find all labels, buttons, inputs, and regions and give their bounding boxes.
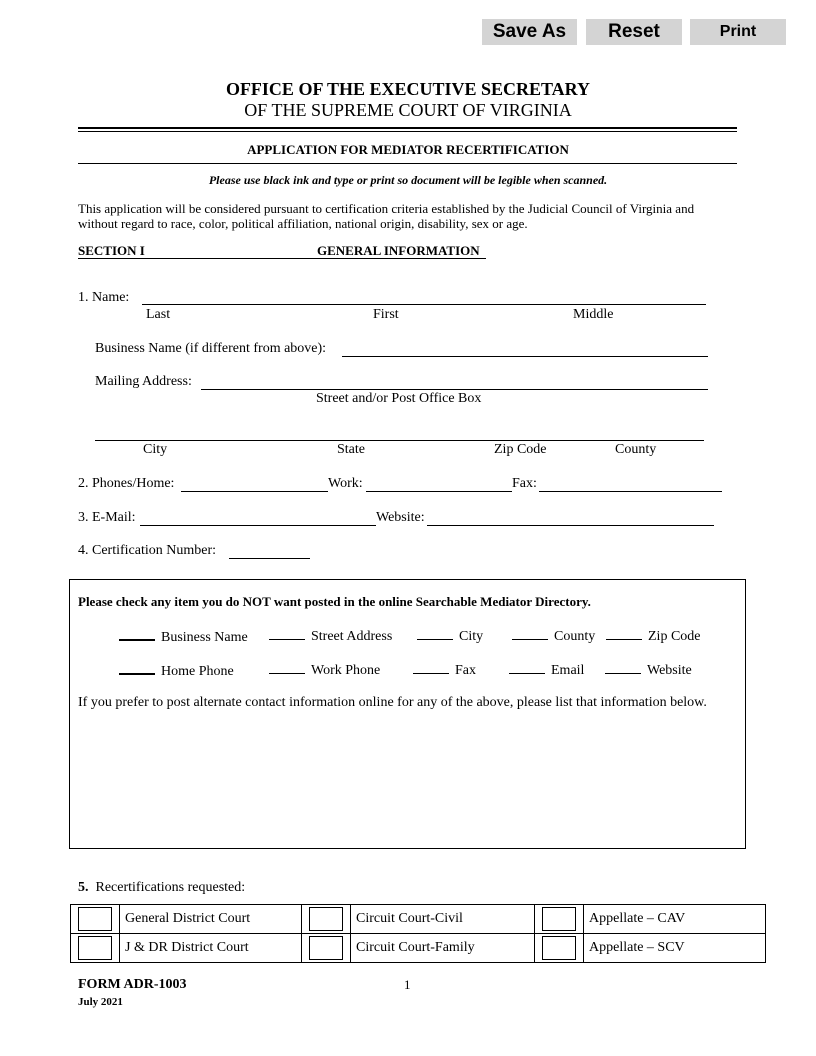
street-caption: Street and/or Post Office Box xyxy=(316,391,482,406)
opt-out-business-name[interactable]: Business Name xyxy=(119,627,248,646)
zip-caption: Zip Code xyxy=(494,442,547,457)
opt-out-website[interactable]: Website xyxy=(605,661,692,679)
circuit-family-label: Circuit Court-Family xyxy=(351,934,535,963)
website-input[interactable] xyxy=(427,525,714,526)
double-rule-bottom xyxy=(78,131,737,132)
section-heading xyxy=(78,243,486,259)
circuit-civil-checkbox[interactable] xyxy=(309,907,343,931)
name-middle-caption: Middle xyxy=(573,307,614,322)
alternate-contact-input[interactable] xyxy=(78,715,738,835)
fax-label: Fax: xyxy=(512,476,537,491)
form-title: APPLICATION FOR MEDIATOR RECERTIFICATION xyxy=(247,142,569,157)
appellate-scv-checkbox[interactable] xyxy=(542,936,576,960)
ink-instruction: Please use black ink and type or print so document will be legible when scanned. xyxy=(208,173,608,187)
court-title: OF THE SUPREME COURT OF VIRGINIA xyxy=(244,100,572,120)
website-label: Website: xyxy=(376,510,425,525)
opt-out-city[interactable]: City xyxy=(417,627,483,645)
form-number: FORM ADR-1003 xyxy=(78,977,187,992)
print-button[interactable]: Print xyxy=(690,19,786,45)
opt-out-street-address[interactable]: Street Address xyxy=(269,627,392,645)
directory-heading: Please check any item you do NOT want posted in the online Searchable Mediator Directory. xyxy=(78,594,591,609)
opt-out-fax[interactable]: Fax xyxy=(413,661,476,679)
appellate-scv-label: Appellate – SCV xyxy=(584,934,766,963)
general-district-label: General District Court xyxy=(120,905,302,934)
page-number: 1 xyxy=(404,977,411,992)
business-name-label: Business Name (if different from above): xyxy=(95,341,327,356)
opt-out-zip-code[interactable]: Zip Code xyxy=(606,627,701,645)
appellate-cav-checkbox[interactable] xyxy=(542,907,576,931)
alternate-contact-instruction: If you prefer to post alternate contact information online for any of the above, please list that information below. xyxy=(78,695,707,710)
intro-line-1: This application will be considered pursuant to certification criteria established by the Judicial Council of Virginia and xyxy=(78,201,695,216)
opt-out-email[interactable]: Email xyxy=(509,661,584,679)
section-title: GENERAL INFORMATION xyxy=(317,243,480,258)
county-caption: County xyxy=(615,442,657,457)
table-row xyxy=(71,905,766,934)
city-caption: City xyxy=(143,442,168,457)
state-caption: State xyxy=(337,442,365,457)
double-rule-top xyxy=(78,127,737,129)
fax-input[interactable] xyxy=(539,491,722,492)
recertifications-table xyxy=(70,904,766,963)
work-phone-input[interactable] xyxy=(366,491,512,492)
business-name-input[interactable] xyxy=(342,356,708,357)
office-title: OFFICE OF THE EXECUTIVE SECRETARY xyxy=(225,79,591,99)
title-rule xyxy=(78,163,737,164)
reset-button[interactable]: Reset xyxy=(586,19,682,45)
city-state-input[interactable] xyxy=(95,440,704,441)
appellate-cav-label: Appellate – CAV xyxy=(584,905,766,934)
opt-out-county[interactable]: County xyxy=(512,627,595,645)
circuit-family-checkbox[interactable] xyxy=(309,936,343,960)
certification-number-input[interactable] xyxy=(229,558,310,559)
jdr-district-checkbox[interactable] xyxy=(78,936,112,960)
recertifications-label: 5. Recertifications requested: xyxy=(78,880,246,895)
table-row xyxy=(71,934,766,963)
general-district-checkbox[interactable] xyxy=(78,907,112,931)
section-label: SECTION I xyxy=(78,243,145,258)
form-date: July 2021 xyxy=(78,996,123,1008)
name-first-caption: First xyxy=(373,307,399,322)
email-label: 3. E-Mail: xyxy=(78,510,136,525)
mailing-address-label: Mailing Address: xyxy=(95,374,192,389)
work-label: Work: xyxy=(328,476,363,491)
circuit-civil-label: Circuit Court-Civil xyxy=(351,905,535,934)
phones-home-label: 2. Phones/Home: xyxy=(78,476,175,491)
name-input[interactable] xyxy=(142,304,706,305)
home-phone-input[interactable] xyxy=(181,491,328,492)
email-input[interactable] xyxy=(140,525,376,526)
save-as-button[interactable]: Save As xyxy=(482,19,577,45)
name-last-caption: Last xyxy=(146,307,171,322)
certification-number-label: 4. Certification Number: xyxy=(78,543,217,558)
mailing-address-input[interactable] xyxy=(201,389,708,390)
jdr-district-label: J & DR District Court xyxy=(120,934,302,963)
opt-out-work-phone[interactable]: Work Phone xyxy=(269,661,380,679)
opt-out-home-phone[interactable]: Home Phone xyxy=(119,661,234,680)
name-label: 1. Name: xyxy=(78,290,130,305)
intro-line-2: without regard to race, color, political affiliation, national origin, disability, sex or age. xyxy=(78,216,528,231)
